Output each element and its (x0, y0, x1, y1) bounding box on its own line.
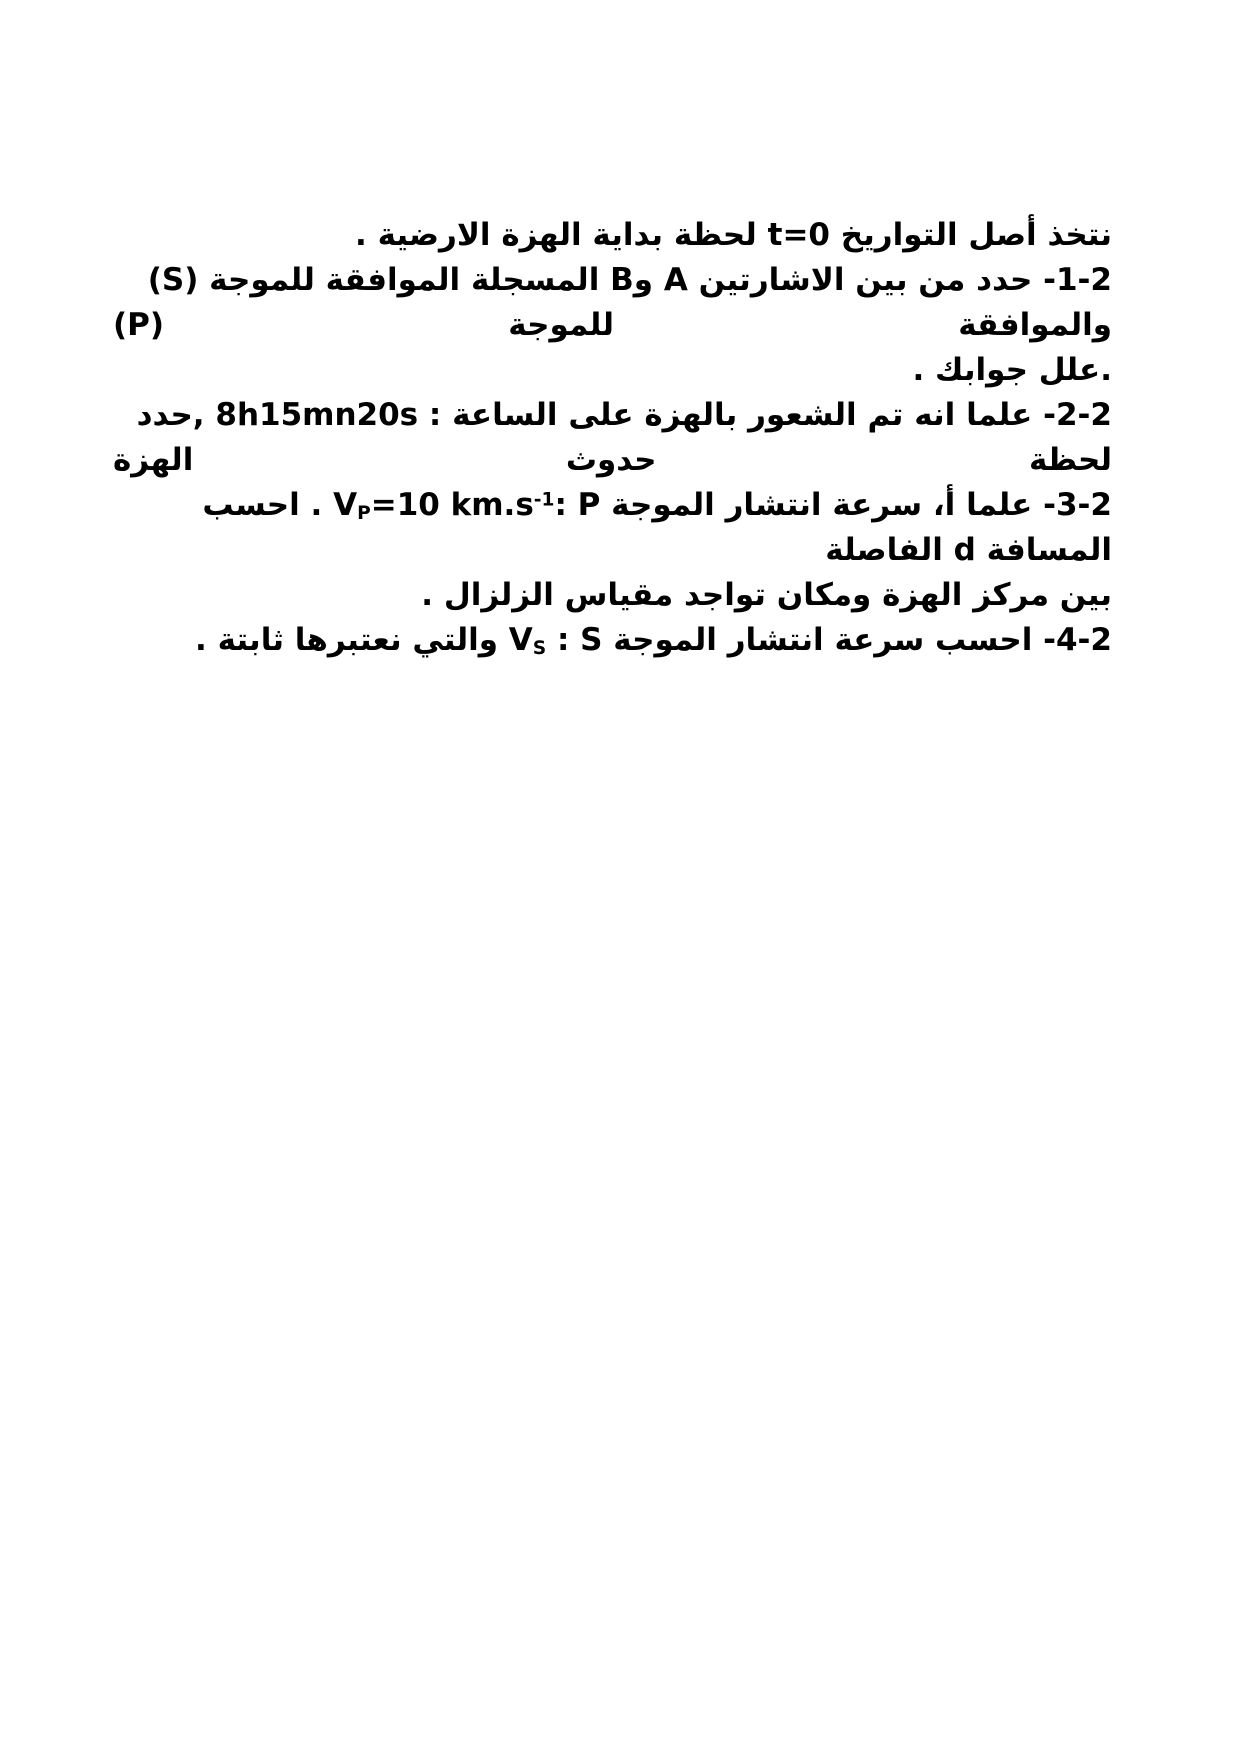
question-2-2-line: -2-2 علما انه تم الشعور بالهزة على الساعة : 8h15mn20s ,حدد لحظة حدوث الهزة (113, 397, 1112, 478)
exam-questions-block (113, 213, 1112, 663)
question-2-1-line-2: .علل جوابك . (912, 352, 1112, 388)
question-2-1-line-1: -1-2 حدد من بين الاشارتين A وB المسجلة الموافقة للموجة (S) والموافقة للموجة (P) (113, 262, 1112, 343)
question-2-3-line-1: -3-2 علما أ، سرعة انتشار الموجة $V_P=10$ $km.s^{-1}$: P . احسب المسافة d الفاصلة (202, 487, 1112, 568)
question-2-3-line-2: بين مركز الهزة ومكان تواجد مقياس الزلزال . (421, 577, 1112, 613)
time-origin-statement-line: نتخذ أصل التواريخ t=0 لحظة بداية الهزة الارضية . (355, 217, 1112, 253)
question-2-4-line: -4-2 احسب سرعة انتشار الموجة $V_S$ : S والتي نعتبرها ثابتة . (195, 622, 1112, 660)
